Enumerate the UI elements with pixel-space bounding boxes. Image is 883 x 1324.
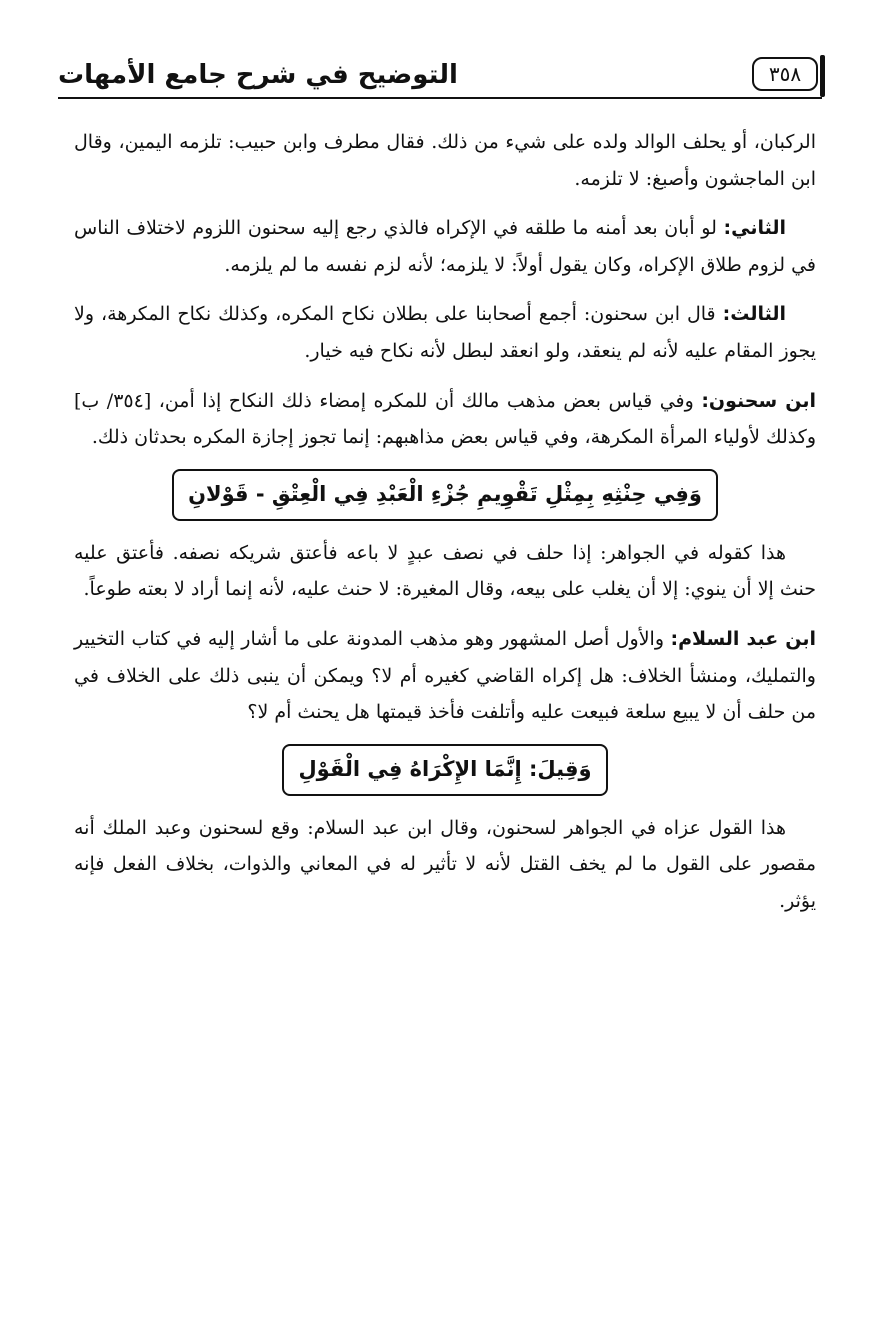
header-rule (58, 97, 822, 99)
paragraph (74, 210, 816, 283)
paragraph (74, 810, 816, 920)
page-number: ٣٥٨ (768, 62, 802, 86)
page-header (58, 55, 822, 99)
paragraph (74, 535, 816, 608)
paragraph (74, 383, 816, 456)
paragraph-text: هذا القول عزاه في الجواهر لسحنون، وقال ابن عبد السلام: وقع لسحنون وعبد الملك أنه مقصور على القول ما لم يخف القتل لأنه لا تأثير له في المعاني والذوات، بخلاف الفعل فإنه يؤثر. (74, 816, 816, 912)
paragraph (74, 296, 816, 369)
paragraph-lead: الثالث: (722, 303, 786, 326)
paragraph-text: هذا كقوله في الجواهر: إذا حلف في نصف عبدٍ لا باعه فأعتق شريكه نصفه. فأعتق عليه حنث إلا أن ينوي: إلا أن يغلب على بيعه، وقال المغيرة: لا حنث عليه، لأنه إنما أراد لا بعته طوعاً. (74, 541, 816, 601)
paragraph-lead: ابن سحنون: (701, 389, 816, 412)
paragraph-lead: الثاني: (723, 217, 786, 240)
paragraph-lead: ابن عبد السلام: (670, 627, 816, 650)
section-heading-text: وَقِيلَ: إِنَّمَا الإِكْرَاهُ فِي الْقَوْلِ (282, 744, 607, 796)
paragraph-text: وفي قياس بعض مذهب مالك أن للمكره إمضاء ذلك النكاح إذا أمن، [٣٥٤/ ب] وكذلك لأولياء المرأة المكرهة، وفي قياس بعض مذاهبهم: إنما تجوز إجازة المكره بحدثان ذلك. (74, 389, 816, 449)
section-heading (74, 469, 816, 521)
paragraph-text: والأول أصل المشهور وهو مذهب المدونة على ما أشار إليه في كتاب التخيير والتمليك، ومنشأ الخلاف: هل إكراه القاضي كغيره أم لا؟ ويمكن أن ينبى ذلك على الخلاف في من حلف أن لا يبيع سلعة فبيعت عليه وأتلفت فأخذ قيمتها هل يحنث أم لا؟ (74, 627, 816, 724)
paragraph-text: الركبان، أو يحلف الوالد ولده على شيء من ذلك. فقال مطرف وابن حبيب: تلزمه اليمين، وقال ابن الماجشون وأصبغ: لا تلزمه. (74, 131, 816, 190)
book-title: التوضيح في شرح جامع الأمهات (58, 60, 458, 90)
section-heading (74, 744, 816, 796)
paragraph-text: قال ابن سحنون: أجمع أصحابنا على بطلان نكاح المكره، وكذلك نكاح المكرهة، ولا يجوز المقام عليه لأنه لم ينعقد، ولو انعقد لبطل لأنه نكاح فيه خيار. (74, 303, 816, 362)
page-number-frame (752, 57, 818, 91)
paragraph (74, 621, 816, 731)
page-body (74, 124, 816, 933)
section-heading-text: وَفِي حِنْثِهِ بِمِثْلِ تَقْوِيمِ جُزْءِ الْعَبْدِ فِي الْعِتْقِ - قَوْلانِ (172, 469, 718, 521)
paragraph-text: لو أبان بعد أمنه ما طلقه في الإكراه فالذي رجع إليه سحنون اللزوم لاختلاف الناس في لزوم طلاق الإكراه، وكان يقول أولاً: لا يلزمه؛ لأنه لزم نفسه ما لم يلزمه. (74, 217, 816, 276)
paragraph (74, 124, 816, 197)
